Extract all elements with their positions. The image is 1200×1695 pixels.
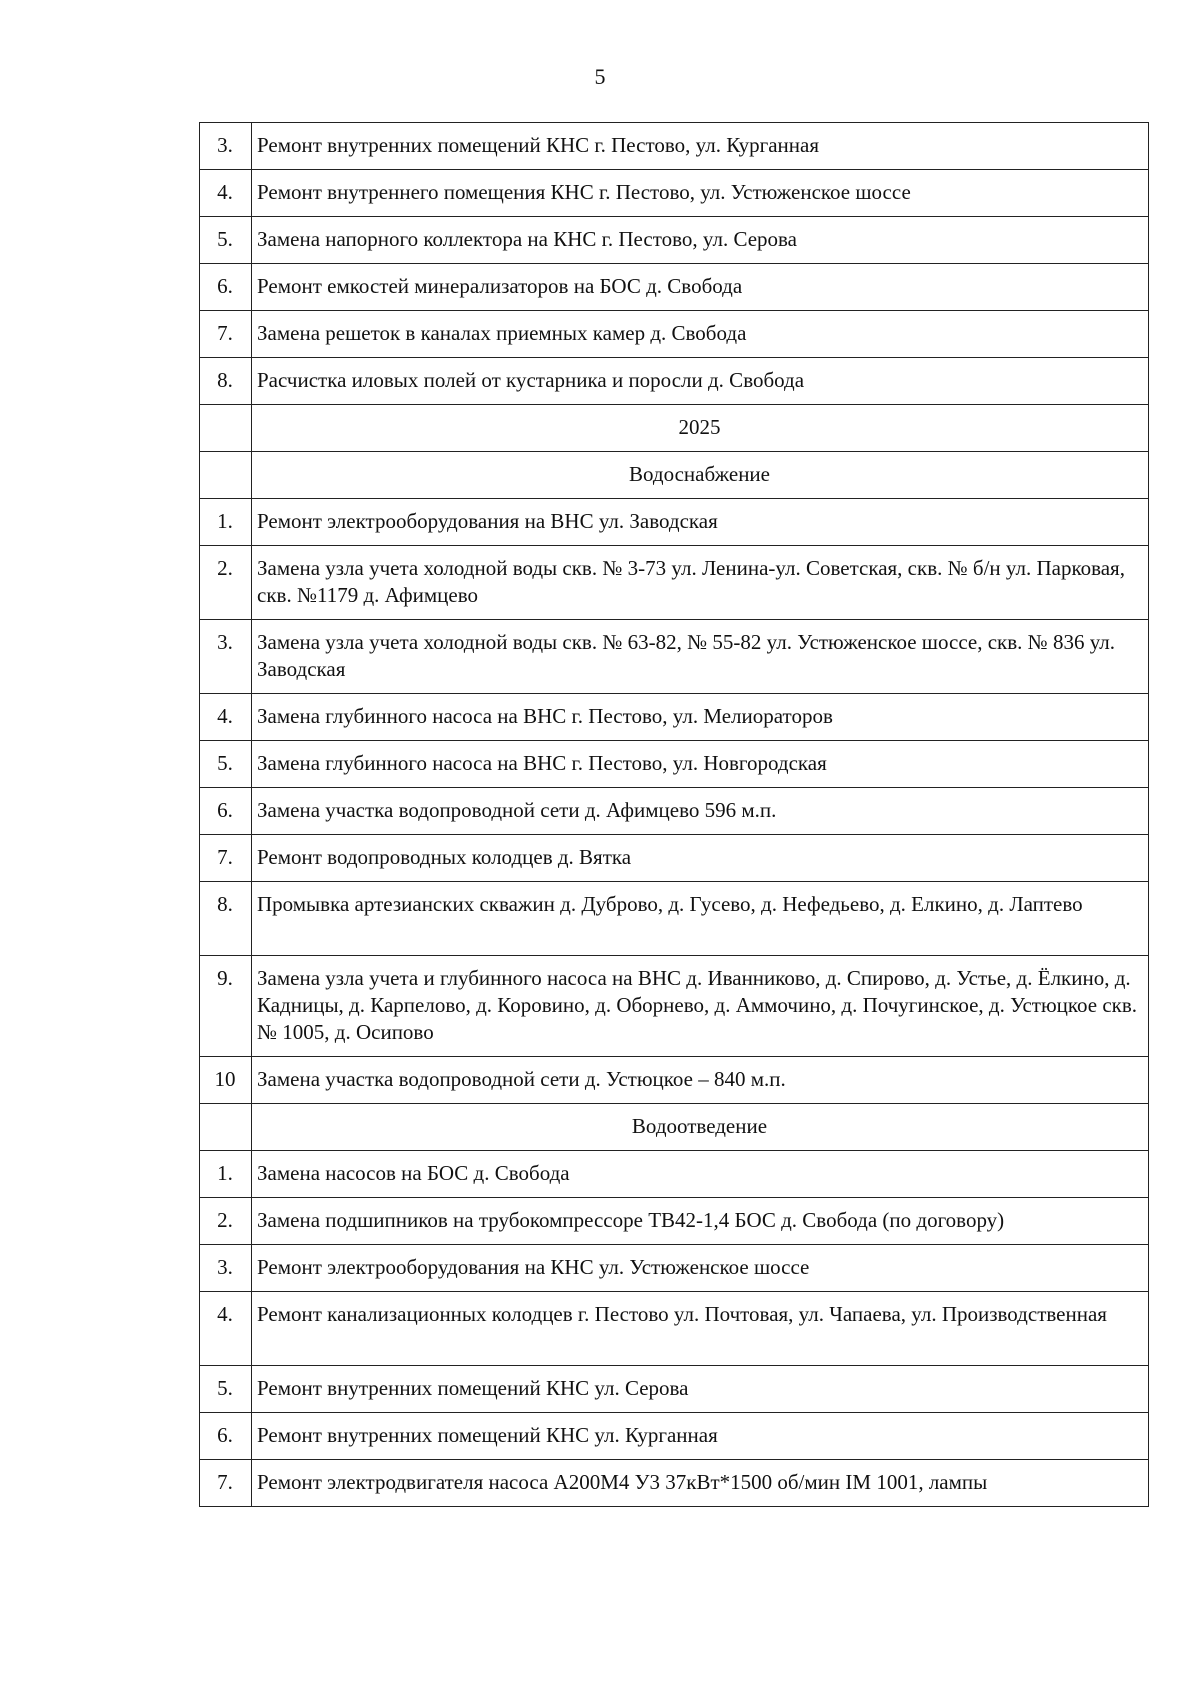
table-row (200, 311, 1149, 358)
table-row (200, 882, 1149, 956)
work-description: Замена глубинного насоса на ВНС г. Пестово, ул. Новгородская (252, 741, 1149, 788)
repair-plan-table (199, 122, 1149, 1507)
row-number: 7. (200, 1460, 252, 1507)
row-number: 2. (200, 1198, 252, 1245)
row-number: 8. (200, 358, 252, 405)
row-number: 5. (200, 741, 252, 788)
row-number: 1. (200, 1151, 252, 1198)
row-number: 4. (200, 694, 252, 741)
work-description: Замена участка водопроводной сети д. Устюцкое – 840 м.п. (252, 1057, 1149, 1104)
work-description: Ремонт электрооборудования на КНС ул. Устюженское шоссе (252, 1245, 1149, 1292)
work-description: Замена узла учета холодной воды скв. № 3-73 ул. Ленина-ул. Советская, скв. № б/н ул. Парковая, скв. №1179 д. Афимцево (252, 546, 1149, 620)
section-heading: 2025 (252, 405, 1149, 452)
table-row (200, 1366, 1149, 1413)
table-row (200, 1057, 1149, 1104)
table-row (200, 1198, 1149, 1245)
work-description: Ремонт внутренних помещений КНС ул. Курганная (252, 1413, 1149, 1460)
table-row (200, 788, 1149, 835)
row-number: 4. (200, 1292, 252, 1366)
work-description: Ремонт внутренних помещений КНС ул. Серова (252, 1366, 1149, 1413)
work-description: Замена участка водопроводной сети д. Афимцево 596 м.п. (252, 788, 1149, 835)
work-description: Ремонт водопроводных колодцев д. Вятка (252, 835, 1149, 882)
row-number: 10 (200, 1057, 252, 1104)
table-row (200, 499, 1149, 546)
table-row (200, 956, 1149, 1057)
row-number (200, 1104, 252, 1151)
table-row (200, 1245, 1149, 1292)
row-number: 9. (200, 956, 252, 1057)
work-description: Замена насосов на БОС д. Свобода (252, 1151, 1149, 1198)
page-number: 5 (594, 64, 606, 89)
work-description: Замена узла учета холодной воды скв. № 63-82, № 55-82 ул. Устюженское шоссе, скв. № 836 ул. Заводская (252, 620, 1149, 694)
row-number: 5. (200, 1366, 252, 1413)
table-row (200, 170, 1149, 217)
row-number: 3. (200, 620, 252, 694)
section-heading-row (200, 1104, 1149, 1151)
work-description: Ремонт электродвигателя насоса А200М4 У3 37кВт*1500 об/мин IM 1001, лампы (252, 1460, 1149, 1507)
table-row (200, 123, 1149, 170)
table-body (200, 123, 1149, 1507)
work-description: Расчистка иловых полей от кустарника и поросли д. Свобода (252, 358, 1149, 405)
table-row (200, 1413, 1149, 1460)
work-description: Ремонт канализационных колодцев г. Пестово ул. Почтовая, ул. Чапаева, ул. Производственная (252, 1292, 1149, 1366)
section-heading-row (200, 405, 1149, 452)
table-row (200, 620, 1149, 694)
work-description: Замена узла учета и глубинного насоса на ВНС д. Иванниково, д. Спирово, д. Устье, д. Ёлкино, д. Кадницы, д. Карпелово, д. Коровино, д. Оборнево, д. Аммочино, д. Почугинское, д. Устюцкое скв. № 1005, д. Осипово (252, 956, 1149, 1057)
table-row (200, 358, 1149, 405)
section-heading-row (200, 452, 1149, 499)
row-number: 7. (200, 311, 252, 358)
row-number: 4. (200, 170, 252, 217)
table-row (200, 1292, 1149, 1366)
work-description: Замена подшипников на трубокомпрессоре ТВ42-1,4 БОС д. Свобода (по договору) (252, 1198, 1149, 1245)
row-number (200, 452, 252, 499)
row-number: 7. (200, 835, 252, 882)
row-number: 1. (200, 499, 252, 546)
row-number: 2. (200, 546, 252, 620)
section-heading: Водоснабжение (252, 452, 1149, 499)
row-number: 5. (200, 217, 252, 264)
table-row (200, 546, 1149, 620)
table-row (200, 217, 1149, 264)
row-number: 6. (200, 264, 252, 311)
row-number: 6. (200, 788, 252, 835)
work-description: Ремонт емкостей минерализаторов на БОС д. Свобода (252, 264, 1149, 311)
row-number: 6. (200, 1413, 252, 1460)
section-heading: Водоотведение (252, 1104, 1149, 1151)
work-description: Ремонт электрооборудования на ВНС ул. Заводская (252, 499, 1149, 546)
work-description: Замена глубинного насоса на ВНС г. Пестово, ул. Мелиораторов (252, 694, 1149, 741)
work-description: Замена напорного коллектора на КНС г. Пестово, ул. Серова (252, 217, 1149, 264)
row-number: 3. (200, 1245, 252, 1292)
table-row (200, 741, 1149, 788)
table-row (200, 1460, 1149, 1507)
row-number: 3. (200, 123, 252, 170)
work-description: Ремонт внутренних помещений КНС г. Пестово, ул. Курганная (252, 123, 1149, 170)
work-description: Замена решеток в каналах приемных камер д. Свобода (252, 311, 1149, 358)
table-row (200, 694, 1149, 741)
table-row (200, 1151, 1149, 1198)
row-number (200, 405, 252, 452)
work-description: Промывка артезианских скважин д. Дуброво, д. Гусево, д. Нефедьево, д. Елкино, д. Лаптево (252, 882, 1149, 956)
row-number: 8. (200, 882, 252, 956)
table-row (200, 835, 1149, 882)
table-row (200, 264, 1149, 311)
work-description: Ремонт внутреннего помещения КНС г. Пестово, ул. Устюженское шоссе (252, 170, 1149, 217)
